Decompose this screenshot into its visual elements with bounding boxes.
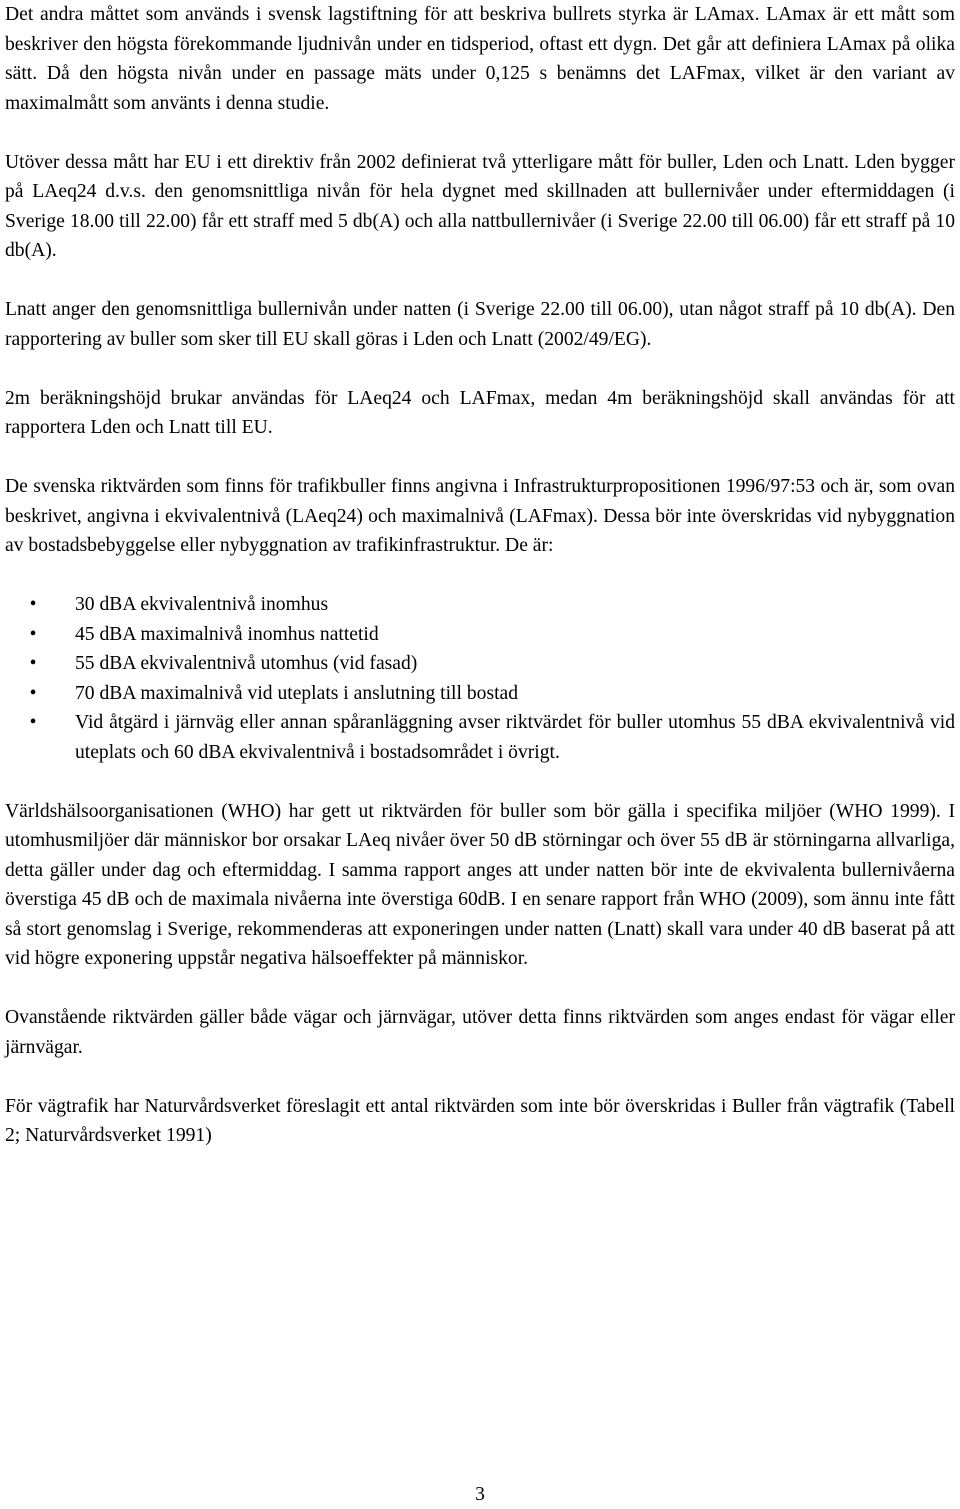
paragraph-road-traffic: För vägtrafik har Naturvårdsverket föreslagit ett antal riktvärden som inte bör överskridas i Buller från vägtrafik (Tabell 2; Naturvårdsverket 1991) (5, 1095, 955, 1146)
paragraph-spacer (5, 443, 955, 473)
list-item-text: 70 dBA maximalnivå vid uteplats i anslutning till bostad (75, 682, 519, 704)
list-item (5, 620, 955, 650)
list-item (5, 590, 955, 620)
paragraph-lamax: Det andra måttet som används i svensk lagstiftning för att beskriva bullrets styrka är LAmax. LAmax är ett mått som beskriver den högsta förekommande ljudnivån under en tidsperiod, oftast ett dygn. Det går att definiera LAmax på olika sätt. Då den högsta nivån under en passage mäts under 0,125 s benämns det LAFmax, vilket är den variant av maximalmått som använts i denna studie. (5, 4, 955, 114)
paragraph-spacer (5, 561, 955, 591)
list-item-text: 45 dBA maximalnivå inomhus nattetid (75, 623, 379, 645)
paragraph-spacer (5, 266, 955, 296)
list-item-text: Vid åtgärd i järnväg eller annan spåranläggning avser riktvärdet för buller utomhus 55 dBA ekvivalentnivå vid uteplats och 60 dBA ekvivalentnivå i bostadsområdet i övrigt. (75, 712, 955, 763)
paragraph-spacer (5, 354, 955, 384)
paragraph-roads-railways: Ovanstående riktvärden gäller både vägar och järnvägar, utöver detta finns riktvärden som anges endast för vägar eller järnvägar. (5, 1007, 955, 1058)
list-item-text: 30 dBA ekvivalentnivå inomhus (75, 594, 329, 615)
list-item (5, 679, 955, 709)
bullet-icon: • (29, 594, 37, 615)
bullet-icon: • (29, 653, 37, 674)
bullet-icon: • (29, 623, 37, 645)
guideline-list (5, 590, 955, 767)
list-item (5, 649, 955, 679)
paragraph-calculation-height: 2m beräkningshöjd brukar användas för LAeq24 och LAFmax, medan 4m beräkningshöjd skall användas för att rapportera Lden och Lnatt till EU. (5, 387, 955, 438)
paragraph-spacer (5, 767, 955, 797)
paragraph-who: Världshälsoorganisationen (WHO) har gett ut riktvärden för buller som bör gälla i specifika miljöer (WHO 1999). I utomhusmiljöer där människor bor orsakar LAeq nivåer över 50 dB störningar och över 55 dB är störningarna allvarliga, detta gäller under dag och eftermiddag. I samma rapport anges att under natten bör inte de ekvivalenta bullernivåerna överstiga 45 dB och de maximala nivåerna inte överstiga 60dB. I en senare rapport från WHO (2009), som ännu inte fått så stort genomslag i Sverige, rekommenderas att exponeringen under natten (Lnatt) skall vara under 40 dB baserat på att vid högre exponering uppstår negativa hälsoeffekter på människor. (5, 800, 955, 969)
paragraph-swedish-guidelines: De svenska riktvärden som finns för trafikbuller finns angivna i Infrastrukturpropositionen 1996/97:53 och är, som ovan beskrivet, angivna i ekvivalentnivå (LAeq24) och maximalnivå (LAFmax). Dessa bör inte överskridas vid nybyggnation av bostadsbebyggelse eller nybyggnation av trafikinfrastruktur. De är: (5, 476, 955, 556)
bullet-icon: • (29, 682, 37, 704)
list-item (5, 708, 955, 767)
bullet-icon: • (29, 712, 37, 733)
page-number: 3 (475, 1484, 485, 1505)
paragraph-eu-directive: Utöver dessa mått har EU i ett direktiv från 2002 definierat två ytterligare mått för buller, Lden och Lnatt. Lden bygger på LAeq24 d.v.s. den genomsnittliga nivån för hela dygnet med skillnaden att bullernivåer under eftermiddagen (i Sverige 18.00 till 22.00) får ett straff med 5 db(A) och alla nattbullernivåer (i Sverige 22.00 till 06.00) får ett straff på 10 db(A). (5, 151, 955, 261)
paragraph-spacer (5, 118, 955, 148)
document-page (5, 0, 955, 1151)
list-item-text: 55 dBA ekvivalentnivå utomhus (vid fasad) (75, 653, 418, 674)
paragraph-spacer (5, 1062, 955, 1092)
paragraph-spacer (5, 974, 955, 1004)
paragraph-lnatt: Lnatt anger den genomsnittliga bullernivån under natten (i Sverige 22.00 till 06.00), utan något straff på 10 db(A). Den rapportering av buller som sker till EU skall göras i Lden och Lnatt (2002/49/EG). (5, 299, 955, 350)
